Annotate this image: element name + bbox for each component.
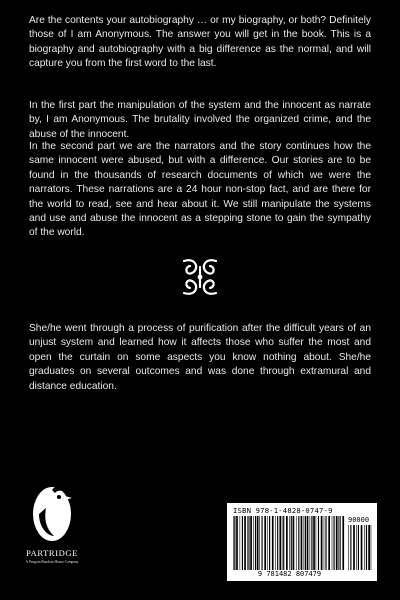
- publisher-logo: [22, 478, 82, 588]
- blurb-paragraph-3: In the second part we are the narrators and the story continues how the same innocent were abused, but with a difference. Our stories are to be found in the thousands of research documents of which we were the narrators. These narrations are a 24 hour non-stop fact, and are there for the world to read, see and hear about it. We still manipulate the systems and use and abuse the innocent as a stepping stone to gain the sympathy of the world.: [29, 141, 371, 239]
- barcode-number: 9 781482 807479: [257, 570, 322, 578]
- addon-barcode-bars: [348, 525, 373, 570]
- blurb-paragraph-1: Are the contents your autobiography … or my biography, or both? Definitely those of I am Anonymous. The answer you will get in the book. This is a biography and autobiography with a big difference as the normal, and will capture you from the first word to the last.: [29, 15, 371, 70]
- isbn-barcode: [227, 503, 377, 581]
- partridge-bird-logo-icon: [22, 478, 82, 546]
- publisher-name: PARTRIDGE: [26, 548, 78, 558]
- publisher-tagline: A Penguin Random House Company: [25, 560, 79, 564]
- isbn-label: ISBN 978-1-4828-0747-9: [233, 506, 333, 515]
- flourish-ornament-icon: [176, 255, 224, 299]
- price-code: 90000: [348, 516, 370, 524]
- barcode-bars: [233, 516, 346, 570]
- blurb-paragraph-2: In the first part the manipulation of the system and the innocent as narrate by, I am Anonymous. The brutality involved the organized crime, and the abuse of the innocent.: [29, 100, 371, 140]
- blurb-paragraph-4: She/he went through a process of purification after the difficult years of an unjust system and learned how it affects those who suffer the most and open the curtain on some aspects you know nothing about. She/he graduates on several outcomes and was done through extramural and distance education.: [29, 323, 371, 392]
